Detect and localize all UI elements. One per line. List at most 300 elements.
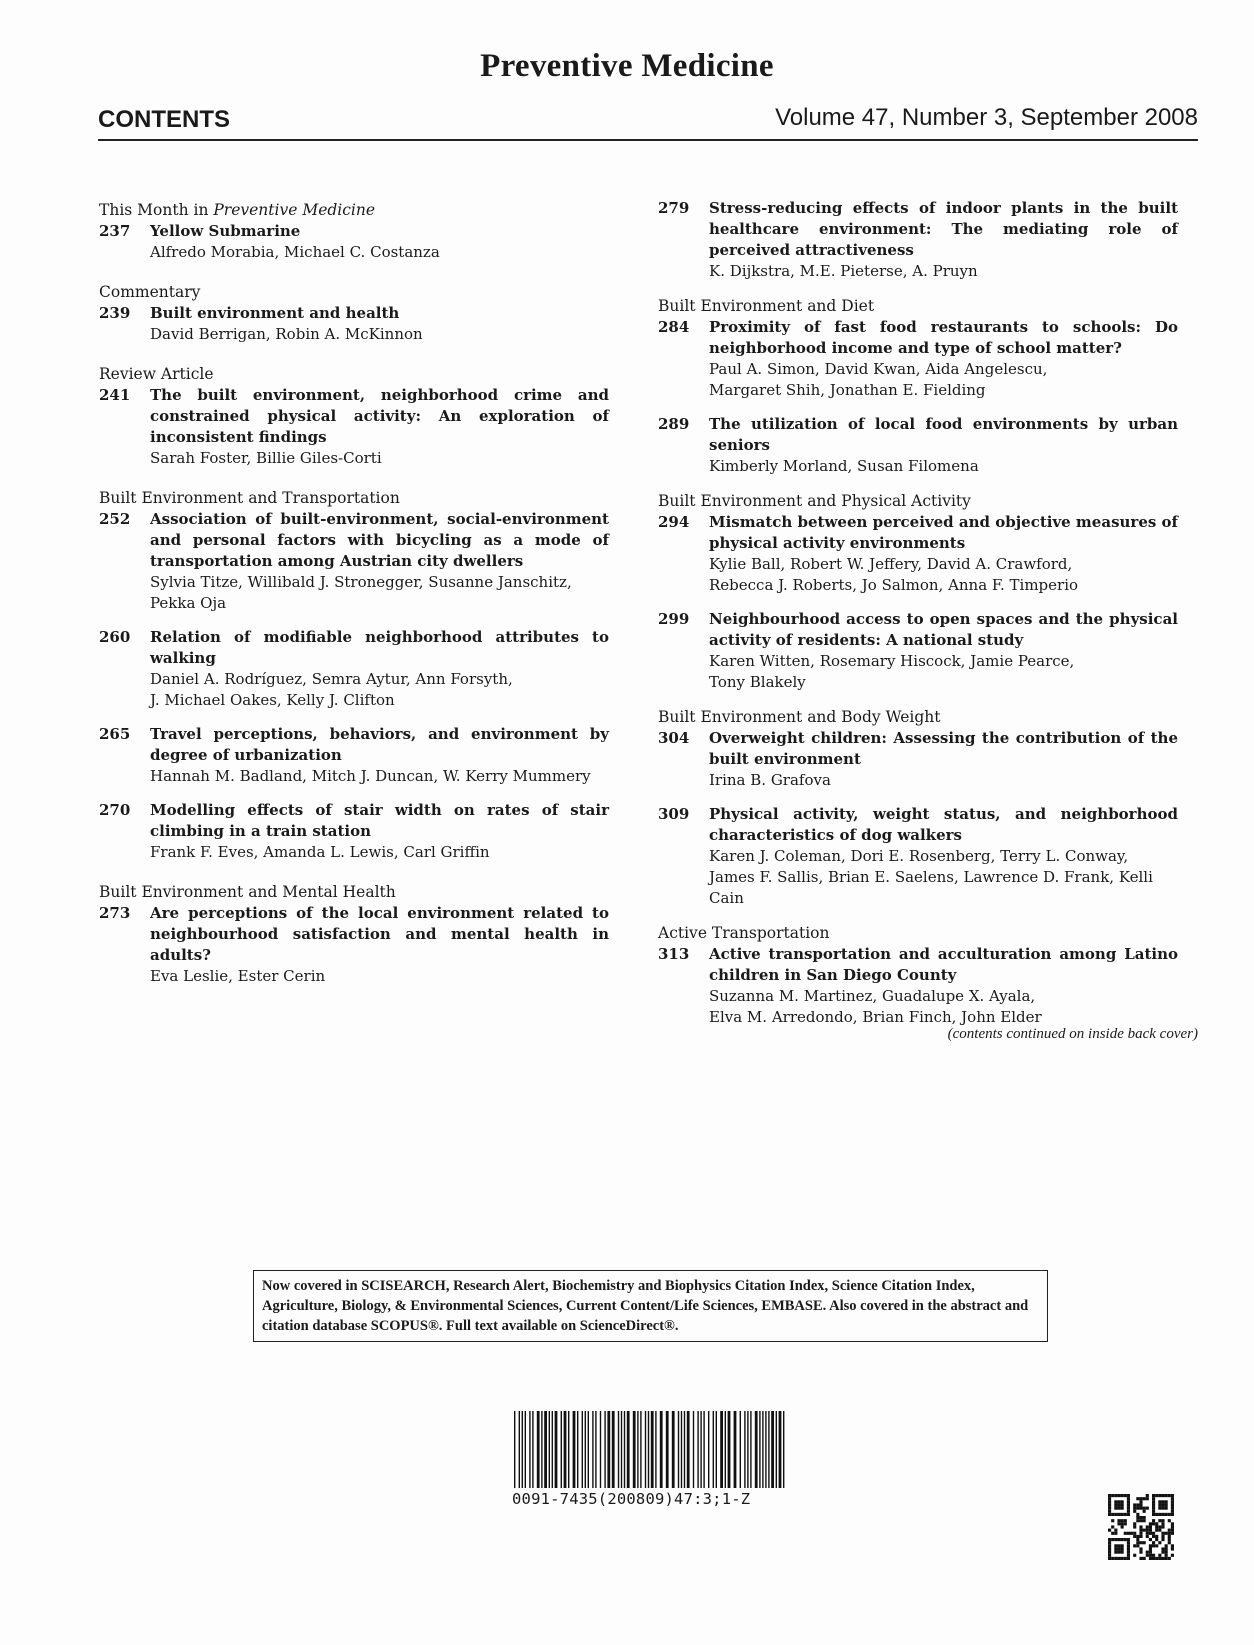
qr-module [1136,1541,1139,1544]
article-authors: Daniel A. Rodríguez, Semra Aytur, Ann Forsyth, [150,670,513,688]
page-number: 279 [658,199,690,217]
qr-module [1121,1557,1124,1560]
toc-entry[interactable] [99,903,609,987]
section-heading: Commentary [99,283,201,301]
page-number: 313 [658,945,690,963]
qr-module [1114,1544,1117,1547]
qr-module [1127,1551,1130,1554]
toc-entry[interactable] [658,317,1178,401]
qr-module [1108,1497,1111,1500]
page-number: 237 [99,222,131,240]
qr-module [1168,1535,1171,1538]
qr-module [1143,1510,1146,1513]
qr-module [1155,1557,1158,1560]
qr-module [1127,1510,1130,1513]
qr-module [1152,1494,1155,1497]
article-title[interactable]: Stress-reducing effects of indoor plants in the built healthcare environment: The mediating role of perceived attractiveness [709,199,1178,259]
qr-module [1114,1547,1117,1550]
barcode-bar [624,1411,625,1488]
qr-module [1108,1503,1111,1506]
qr-module [1117,1547,1120,1550]
barcode-bar [697,1411,698,1488]
qr-module [1155,1525,1158,1528]
qr-module [1127,1554,1130,1557]
qr-module [1155,1529,1158,1532]
toc-entry[interactable] [99,221,609,263]
qr-module [1127,1538,1130,1541]
article-title[interactable]: Yellow Submarine [150,222,301,240]
toc-section [658,707,1178,909]
barcode-bar [577,1411,578,1488]
qr-module [1149,1522,1152,1525]
barcode-bar [621,1411,622,1488]
qr-module [1152,1544,1155,1547]
qr-module [1152,1522,1155,1525]
barcode-bar [552,1411,553,1488]
qr-module [1143,1541,1146,1544]
article-authors: Elva M. Arredondo, Brian Finch, John Elder [709,1008,1042,1026]
page-number: 270 [99,801,131,819]
qr-module [1155,1535,1158,1538]
qr-module [1168,1494,1171,1497]
qr-module [1152,1497,1155,1500]
qr-module [1155,1544,1158,1547]
barcode-bar [734,1411,737,1488]
page-number: 265 [99,725,131,743]
qr-module [1143,1557,1146,1560]
toc-section [99,282,609,345]
qr-module [1133,1503,1136,1506]
barcode-bar [582,1411,583,1488]
qr-module [1161,1538,1164,1541]
qr-module [1121,1507,1124,1510]
barcode-bar [771,1411,774,1488]
barcode-bar [728,1411,731,1488]
article-authors: David Berrigan, Robin A. McKinnon [150,325,423,343]
qr-module [1143,1507,1146,1510]
barcode-bar [525,1411,526,1488]
qr-module [1136,1516,1139,1519]
qr-module [1117,1551,1120,1554]
qr-module [1111,1513,1114,1516]
article-authors: Kimberly Morland, Susan Filomena [709,457,979,475]
barcode-bar [700,1411,701,1488]
qr-module [1161,1547,1164,1550]
article-title[interactable]: Proximity of fast food restaurants to schools: Do neighborhood income and type of school matter? [709,318,1178,357]
qr-module [1168,1541,1171,1544]
qr-module [1121,1547,1124,1550]
qr-module [1152,1519,1155,1522]
section-heading: Built Environment and Diet [658,297,875,315]
barcode-bar [618,1411,619,1488]
qr-module [1124,1494,1127,1497]
toc-section [658,923,1178,1028]
article-title[interactable]: Mismatch between perceived and objective measures of physical activity environments [709,513,1178,552]
qr-module [1108,1507,1111,1510]
section-heading: Built Environment and Mental Health [99,883,396,901]
qr-module [1152,1503,1155,1506]
qr-module [1139,1557,1142,1560]
barcode-bar [651,1411,654,1488]
qr-module [1117,1538,1120,1541]
article-authors: K. Dijkstra, M.E. Pieterse, A. Pruyn [709,262,978,280]
qr-module [1114,1507,1117,1510]
qr-module [1124,1538,1127,1541]
barcode-bar [514,1411,515,1488]
qr-module [1136,1503,1139,1506]
barcode-bar [595,1411,596,1488]
qr-module [1168,1532,1171,1535]
toc-section [99,882,609,987]
qr-module [1111,1494,1114,1497]
qr-module [1114,1529,1117,1532]
page-number: 309 [658,805,690,823]
qr-module [1121,1522,1124,1525]
toc-section [99,488,609,863]
qr-module [1127,1497,1130,1500]
page-number: 304 [658,729,690,747]
section-heading: Active Transportation [658,924,830,942]
toc-entry[interactable] [658,198,1178,282]
page-number: 284 [658,318,690,336]
qr-module [1114,1500,1117,1503]
qr-module [1171,1525,1174,1528]
toc-entry[interactable] [99,509,609,614]
barcode-bar [783,1411,784,1488]
barcode-bar [750,1411,751,1488]
qr-module [1127,1513,1130,1516]
qr-module [1133,1554,1136,1557]
qr-module [1127,1507,1130,1510]
qr-module [1158,1525,1161,1528]
qr-module [1139,1535,1142,1538]
qr-module [1127,1541,1130,1544]
qr-module [1139,1519,1142,1522]
qr-module [1158,1494,1161,1497]
qr-module [1168,1538,1171,1541]
indexing-notice: Now covered in SCISEARCH, Research Alert, Biochemistry and Biophysics Citation Index, Science Citation Index, Agriculture, Biology, & Environmental Sciences, Current Content/Life Sciences, EMBASE. Also covered in the abstract and citation database SCOPUS®. Full text available on ScienceDirect®. [253,1270,1048,1342]
section-heading: Review Article [99,365,214,383]
qr-module [1149,1557,1152,1560]
barcode-bar [633,1411,636,1488]
article-authors: James F. Sallis, Brian E. Saelens, Lawrence D. Frank, Kelli Cain [709,868,1153,907]
toc-section [658,198,1178,282]
article-title[interactable]: Are perceptions of the local environment related to neighbourhood satisfaction and mental health in adults? [150,904,609,964]
article-authors: Margaret Shih, Jonathan E. Fielding [709,381,986,399]
qr-module [1114,1503,1117,1506]
qr-module [1152,1532,1155,1535]
qr-module [1171,1507,1174,1510]
toc-entry[interactable] [658,804,1178,909]
barcode-bar [637,1411,638,1488]
qr-module [1152,1557,1155,1560]
article-authors: Paul A. Simon, David Kwan, Aida Angelescu, [709,360,1048,378]
qr-module [1165,1532,1168,1535]
article-authors: Alfredo Morabia, Michael C. Costanza [150,243,440,261]
toc-entry[interactable] [658,414,1178,477]
article-title[interactable]: Physical activity, weight status, and neighborhood characteristics of dog walkers [709,805,1178,844]
qr-module [1161,1532,1164,1535]
qr-module [1152,1513,1155,1516]
qr-module [1149,1525,1152,1528]
qr-module [1124,1519,1127,1522]
qr-module [1158,1503,1161,1506]
qr-module [1127,1494,1130,1497]
qr-module [1117,1503,1120,1506]
qr-module [1146,1497,1149,1500]
barcode-bar [765,1411,766,1488]
qr-module [1117,1513,1120,1516]
qr-module [1121,1494,1124,1497]
article-authors: Pekka Oja [150,594,227,612]
qr-module [1114,1557,1117,1560]
qr-module [1171,1497,1174,1500]
page-number: 299 [658,610,690,628]
qr-module [1143,1519,1146,1522]
barcode-bar [645,1411,646,1488]
qr-module [1165,1513,1168,1516]
barcode-bar [573,1411,576,1488]
qr-module [1127,1544,1130,1547]
qr-module [1121,1544,1124,1547]
qr-module [1152,1500,1155,1503]
qr-module [1121,1503,1124,1506]
article-title[interactable]: Relation of modifiable neighborhood attributes to walking [150,628,609,667]
article-authors: Sylvia Titze, Willibald J. Stronegger, Susanne Janschitz, [150,573,572,591]
toc-entry[interactable] [99,800,609,863]
barcode-bar [604,1411,605,1488]
qr-module [1139,1497,1142,1500]
qr-module [1171,1544,1174,1547]
page-number: 252 [99,510,131,528]
qr-module [1108,1551,1111,1554]
qr-module [1117,1544,1120,1547]
qr-module [1133,1532,1136,1535]
qr-module [1111,1538,1114,1541]
qr-module [1133,1522,1136,1525]
barcode-bar [549,1411,550,1488]
barcode-bar [687,1411,690,1488]
toc-section [658,296,1178,477]
qr-module [1165,1554,1168,1557]
article-authors: Tony Blakely [709,673,806,691]
article-title[interactable]: Travel perceptions, behaviors, and environment by degree of urbanization [150,725,609,764]
toc-entry[interactable] [99,627,609,711]
qr-module [1152,1541,1155,1544]
qr-module [1139,1547,1142,1550]
toc-entry[interactable] [99,303,609,345]
qr-module [1165,1503,1168,1506]
barcode-bar [541,1411,542,1488]
article-title[interactable]: Association of built-environment, social-environment and personal factors with bicycling as a mode of transportation among Austrian city dwellers [150,510,609,570]
article-authors: Kylie Ball, Robert W. Jeffery, David A. Crawford, [709,555,1073,573]
barcode-bar [600,1411,601,1488]
qr-module [1117,1500,1120,1503]
contents-heading: CONTENTS [98,106,230,133]
qr-module [1155,1538,1158,1541]
barcode-number: 0091-7435(200809)47:3;1-Z [512,1490,751,1508]
qr-module [1139,1541,1142,1544]
qr-module [1158,1513,1161,1516]
qr-module [1171,1547,1174,1550]
article-authors: Karen J. Coleman, Dori E. Rosenberg, Terry L. Conway, [709,847,1129,865]
qr-module [1108,1554,1111,1557]
barcode-bar [747,1411,748,1488]
article-title[interactable]: Active transportation and acculturation among Latino children in San Diego County [709,945,1178,984]
page-number: 241 [99,386,131,404]
article-title[interactable]: The utilization of local food environments by urban seniors [709,415,1178,454]
toc-entry[interactable] [658,944,1178,1028]
barcode-bar [755,1411,758,1488]
toc-entry[interactable] [658,728,1178,791]
article-title[interactable]: Built environment and health [150,304,400,322]
qr-module [1146,1554,1149,1557]
qr-module [1152,1510,1155,1513]
qr-module [1111,1525,1114,1528]
page-number: 239 [99,304,131,322]
toc-entry[interactable] [658,609,1178,693]
qr-module [1161,1535,1164,1538]
qr-module [1165,1494,1168,1497]
qr-module [1111,1557,1114,1560]
qr-module [1149,1551,1152,1554]
qr-module [1117,1522,1120,1525]
barcode-bar [779,1411,782,1488]
article-authors: Karen Witten, Rosemary Hiscock, Jamie Pearce, [709,652,1075,670]
toc-entry[interactable] [99,724,609,787]
qr-module [1149,1544,1152,1547]
qr-module [1161,1513,1164,1516]
barcode-bar [648,1411,649,1488]
qr-module [1121,1525,1124,1528]
article-authors: Rebecca J. Roberts, Jo Salmon, Anna F. Timperio [709,576,1079,594]
barcode-bar [678,1411,679,1488]
qr-module [1146,1525,1149,1528]
qr-module [1133,1510,1136,1513]
qr-module [1149,1554,1152,1557]
article-authors: Hannah M. Badland, Mitch J. Duncan, W. Kerry Mummery [150,767,591,785]
qr-module [1168,1529,1171,1532]
qr-module [1127,1547,1130,1550]
qr-module [1136,1519,1139,1522]
barcode-bar [768,1411,769,1488]
barcode-bar [666,1411,669,1488]
barcode-bar [703,1411,704,1488]
qr-module [1161,1522,1164,1525]
qr-module [1139,1551,1142,1554]
toc-entry[interactable] [658,512,1178,596]
qr-module [1158,1500,1161,1503]
section-heading: Built Environment and Transportation [99,489,400,507]
barcode-bar [759,1411,760,1488]
qr-module [1114,1551,1117,1554]
qr-module [1117,1557,1120,1560]
section-heading: Built Environment and Physical Activity [658,492,971,510]
qr-module [1108,1547,1111,1550]
qr-module [1127,1503,1130,1506]
qr-module [1168,1513,1171,1516]
section-heading-text: This Month in [99,201,214,219]
qr-module [1149,1532,1152,1535]
qr-module [1108,1510,1111,1513]
qr-module [1139,1507,1142,1510]
qr-module [1133,1507,1136,1510]
qr-module [1139,1529,1142,1532]
continued-note: (contents continued on inside back cover) [947,1026,1198,1042]
qr-module [1108,1529,1111,1532]
qr-module [1114,1538,1117,1541]
qr-module [1117,1494,1120,1497]
article-authors: Frank F. Eves, Amanda L. Lewis, Carl Griffin [150,843,490,861]
article-title[interactable]: Neighbourhood access to open spaces and the physical activity of residents: A national study [709,610,1178,649]
qr-module [1133,1525,1136,1528]
qr-module [1161,1503,1164,1506]
article-authors: Eva Leslie, Ester Cerin [150,967,326,985]
qr-module [1121,1500,1124,1503]
header-rule [98,139,1198,141]
barcode-bar [532,1411,533,1488]
qr-module [1108,1541,1111,1544]
page-number: 273 [99,904,131,922]
qr-module [1117,1519,1120,1522]
qr-module [1114,1532,1117,1535]
qr-module [1155,1522,1158,1525]
qr-module [1139,1525,1142,1528]
qr-module [1136,1497,1139,1500]
qr-module [1149,1547,1152,1550]
qr-module [1127,1557,1130,1560]
qr-module [1108,1538,1111,1541]
qr-module [1146,1532,1149,1535]
qr-module [1108,1494,1111,1497]
qr-module [1161,1557,1164,1560]
barcode-bar [588,1411,589,1488]
article-title[interactable]: Modelling effects of stair width on rates of stair climbing in a train station [150,801,609,840]
barcode-bar [561,1411,562,1488]
qr-module [1108,1544,1111,1547]
qr-module [1165,1507,1168,1510]
qr-module [1127,1500,1130,1503]
barcode-bar [655,1411,656,1488]
qr-module [1146,1551,1149,1554]
qr-module [1146,1494,1149,1497]
qr-module [1146,1535,1149,1538]
section-heading: Built Environment and Body Weight [658,708,941,726]
article-authors: J. Michael Oakes, Kelly J. Clifton [150,691,395,709]
qr-module [1133,1544,1136,1547]
toc-section [99,364,609,469]
toc-entry[interactable] [99,385,609,469]
barcode-bar [713,1411,714,1488]
qr-module [1124,1532,1127,1535]
article-title[interactable]: Overweight children: Assessing the contribution of the built environment [709,729,1178,768]
page-number: 260 [99,628,131,646]
barcode-bar [519,1411,520,1488]
barcode-icon [514,1411,786,1488]
section-heading [99,200,609,221]
qr-module [1149,1529,1152,1532]
qr-module [1139,1516,1142,1519]
journal-title: Preventive Medicine [480,48,774,84]
qr-module [1121,1513,1124,1516]
article-title[interactable]: The built environment, neighborhood crime and constrained physical activity: An exploration of inconsistent findings [150,386,609,446]
qr-module [1165,1547,1168,1550]
qr-module [1108,1513,1111,1516]
qr-module [1139,1532,1142,1535]
qr-module [1165,1557,1168,1560]
qr-module [1171,1510,1174,1513]
qr-module [1158,1554,1161,1557]
